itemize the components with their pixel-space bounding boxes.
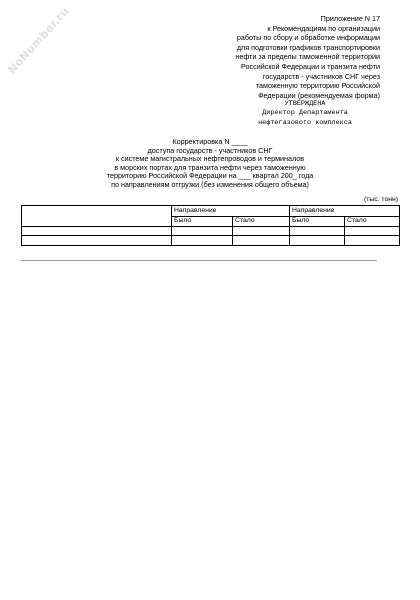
annex-line: для подготовки графиков транспортировки	[236, 42, 380, 52]
table-cell	[233, 226, 290, 236]
annex-line: государств - участников СНГ через	[262, 71, 380, 81]
correction-table	[21, 205, 400, 246]
annex-line: нефти за пределы таможенной территории	[235, 52, 380, 62]
annex-line: к Рекомендациям по организации	[267, 23, 380, 33]
approval-block	[230, 100, 380, 128]
annex-line: Приложение N 17	[320, 14, 380, 23]
approval-line: нефтегазового комплекса	[258, 118, 352, 127]
became-header: Стало	[345, 217, 400, 227]
watermark: NoNumber.ru	[5, 4, 72, 77]
table-cell	[172, 236, 233, 246]
table-row	[22, 236, 400, 246]
table-cell	[172, 226, 233, 236]
title-line: Корректировка N ____	[172, 137, 248, 146]
table-cell	[22, 236, 172, 246]
table-cell	[345, 226, 400, 236]
divider	[21, 260, 377, 261]
units-label: (тыс. тонн)	[363, 196, 398, 203]
table-header-row	[22, 206, 400, 217]
annex-line: работы по сбору и обработке информации	[236, 33, 380, 43]
table-cell	[290, 226, 345, 236]
annex-line: Российской Федерации и транзита нефти	[241, 61, 380, 71]
direction-header: Направление	[172, 206, 290, 217]
was-header: Было	[290, 217, 345, 227]
table-cell	[22, 206, 172, 227]
table-cell	[290, 236, 345, 246]
table-cell	[345, 236, 400, 246]
became-header: Стало	[233, 217, 290, 227]
title-line: по направлениям отгрузки (без изменения общего объема)	[111, 179, 309, 189]
direction-header: Направление	[290, 206, 400, 217]
title-line: территорию Российской Федерации на ___ квартал 200_ года	[106, 171, 314, 181]
document-title	[60, 138, 360, 190]
annex-line: таможенную территорию Российской	[255, 81, 380, 91]
table-cell	[233, 236, 290, 246]
approval-line: Директор Департамента	[262, 109, 348, 118]
title-line: к системе магистральных нефтепроводов и терминалов	[115, 154, 305, 164]
was-header: Было	[172, 217, 233, 227]
table-row	[22, 226, 400, 236]
title-line: в морских портах для транзита нефти через таможенную	[114, 162, 306, 172]
approval-line: УТВЕРЖДЕНА	[284, 100, 326, 108]
annex-line: Федерации (рекомендуемая форма)	[258, 90, 380, 100]
title-line: доступа государств - участников СНГ	[147, 145, 273, 155]
table-cell	[22, 226, 172, 236]
annex-header	[170, 14, 380, 100]
